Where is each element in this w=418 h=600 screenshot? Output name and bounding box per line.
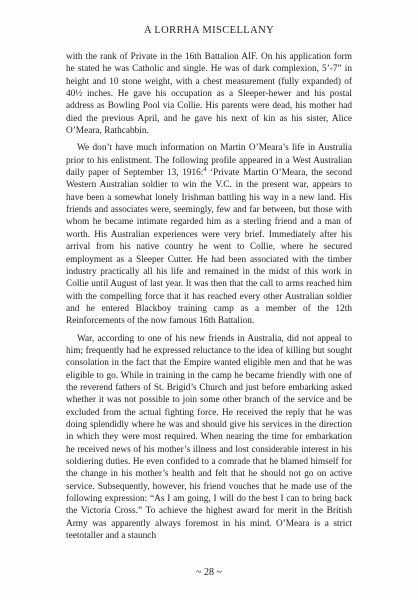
paragraph-war-views: War, according to one of his new friends in Australia, did not appeal to him; frequently had he expressed reluctance to the idea of killing but sought consolation in the fact that the Empire wanted eligible men and that he was eligible to go. While in training in the camp he became friendly with one of the reverend fathers of St. Brigid’s Church and just before embarking asked whether it was not possible to join some other branch of the service and be excluded from the actual fighting force. He received the reply that he was doing splendidly where he was and should give his services in the direction in which they were most required. When nearing the time for embarkation he received news of his mother’s illness and lost considerable interest in his soldiering duties. He even confided to a comrade that he blamed himself for the change in his mother’s health and felt that he should not go on active service. Subsequently, however, his friend vouches that he made use of the following expression: “As I am going, I will do the best I can to bring back the Victoria Cross.” To achieve the highest award for merit in the British Army was apparently always foremost in his mind. O’Meara is a strict teetotaller and a staunch (66, 333, 352, 542)
page-number: ~ 28 ~ (196, 567, 222, 578)
paragraph-australian-profile-quote: ‘Private Martin O’Meara, the second Western Australian soldier to win the V.C. in the present war, appears to have been a somewhat lonely Irishman battling his way in a new land. His friends and associates were, seemingly, few and far between, but those with whom he became intimate regarded him as a sterling friend and a man of worth. His Australian experiences were very brief. Immediately after his arrival from his native country he went to Collie, where he secured employment as a Sleeper Cutter. He had been associated with the timber industry practically all his life and remained in the midst of this work in Collie until August of last year. It was then that the call to arms reached him with the compelling force that it has reached every other Australian soldier and he entered Blackboy training camp as a member of the 12th Reinforcements of the now famous 16th Battalion. (66, 168, 352, 327)
running-header: A LORRHA MISCELLANY (143, 25, 275, 36)
body-text (66, 51, 352, 542)
paragraph-australian-profile (66, 142, 352, 327)
paragraph-australian-profile-intro: We don’t have much information on Martin O’Meara’s life in Australia prior to his enlistment. The following profile appeared in a West Australian daily paper of September 13, 1916: (66, 143, 352, 179)
paragraph-enlistment-details: with the rank of Private in the 16th Battalion AIF. On his application form he stated he was Catholic and single. He was of dark complexion, 5’-7” in height and 10 stone weight, with a chest measurement (fully expanded) of 40½ inches. He gave his occupation as a Sleeper-hewer and his postal address as Bowling Pool via Collie. His parents were dead, his mother had died the previous April, and he gave his next of kin as his sister, Alice O’Meara, Rathcabbin. (66, 52, 352, 137)
footnote-marker: 4 (203, 167, 207, 173)
